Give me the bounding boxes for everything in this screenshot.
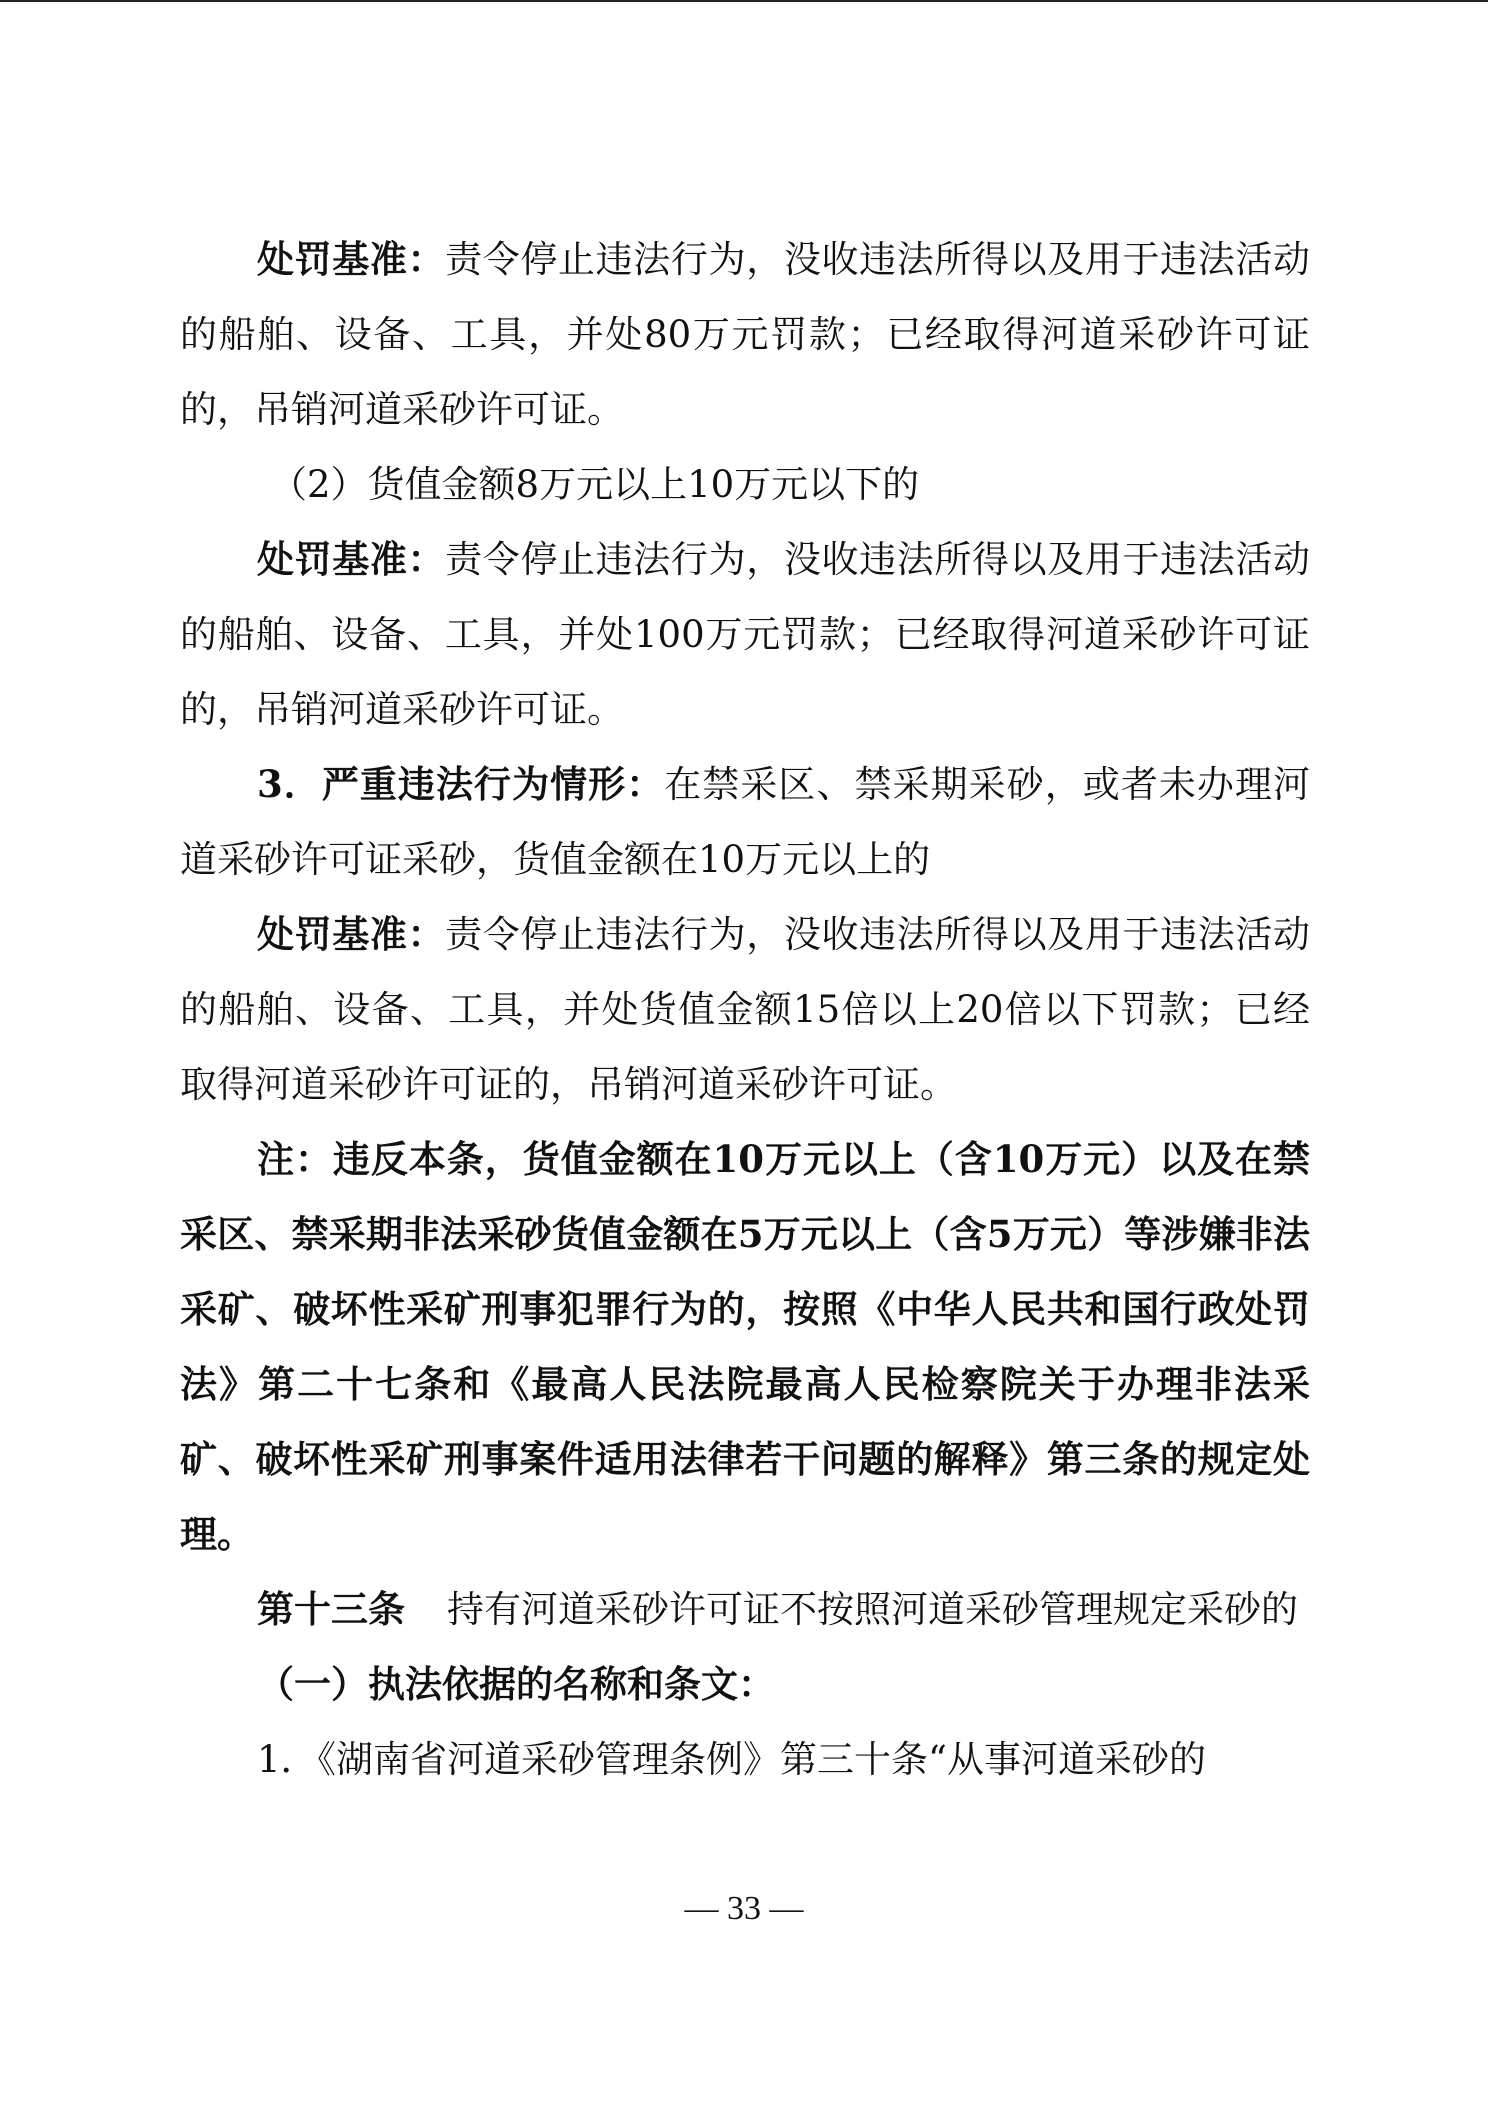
lead-label: 处罚基准： bbox=[257, 537, 446, 581]
serious-violation-paragraph bbox=[180, 747, 1310, 897]
paragraph-text: 责令停止违法行为，没收违法所得以及用于违法活动的船舶、设备、工具，并处80万元罚款；已经取得河道采砂许可证的，吊销河道采砂许可证。 bbox=[180, 238, 1311, 431]
paragraph-text: 在禁采区、禁采期采砂，或者未办理河道采砂许可证采砂，货值金额在10万元以上的 bbox=[180, 763, 1311, 881]
section-heading bbox=[180, 1647, 1310, 1722]
paragraph-text: （一）执法依据的名称和条文： bbox=[257, 1662, 775, 1706]
note-paragraph bbox=[180, 1122, 1310, 1572]
lead-label: 3．严重违法行为情形： bbox=[257, 762, 665, 806]
value-range-item bbox=[180, 447, 1310, 522]
lead-label: 处罚基准： bbox=[257, 237, 446, 281]
page-number: — 33 — bbox=[684, 1890, 804, 1927]
paragraph-text: （2）货值金额8万元以上10万元以下的 bbox=[270, 463, 920, 506]
paragraph-text: 责令停止违法行为，没收违法所得以及用于违法活动的船舶、设备、工具，并处100万元罚款；已经取得河道采砂许可证的，吊销河道采砂许可证。 bbox=[180, 538, 1311, 731]
penalty-standard-paragraph-1 bbox=[180, 222, 1310, 447]
article-13-heading bbox=[180, 1572, 1310, 1647]
paragraph-text: 注：违反本条，货值金额在10万元以上（含10万元）以及在禁采区、禁采期非法采砂货值金额在5万元以上（含5万元）等涉嫌非法采矿、破坏性采矿刑事犯罪行为的，按照《中华人民共和国行政处罚法》第二十七条和《最高人民法院最高人民检察院关于办理非法采矿、破坏性采矿刑事案件适用法律若干问题的解释》第三条的规定处理。 bbox=[180, 1137, 1310, 1556]
article-label: 第十三条 bbox=[257, 1587, 405, 1631]
lead-label: 处罚基准： bbox=[257, 912, 446, 956]
document-body bbox=[180, 222, 1310, 1797]
top-border bbox=[0, 0, 1488, 2]
penalty-standard-paragraph-3 bbox=[180, 897, 1310, 1122]
legal-basis-item-1 bbox=[180, 1722, 1310, 1797]
paragraph-text: 持有河道采砂许可证不按照河道采砂管理规定采砂的 bbox=[447, 1588, 1298, 1631]
paragraph-text: 1．《湖南省河道采砂管理条例》第三十条“从事河道采砂的 bbox=[257, 1738, 1206, 1781]
penalty-standard-paragraph-2 bbox=[180, 522, 1310, 747]
paragraph-text: 责令停止违法行为，没收违法所得以及用于违法活动的船舶、设备、工具，并处货值金额15倍以上20倍以下罚款；已经取得河道采砂许可证的，吊销河道采砂许可证。 bbox=[180, 913, 1311, 1106]
